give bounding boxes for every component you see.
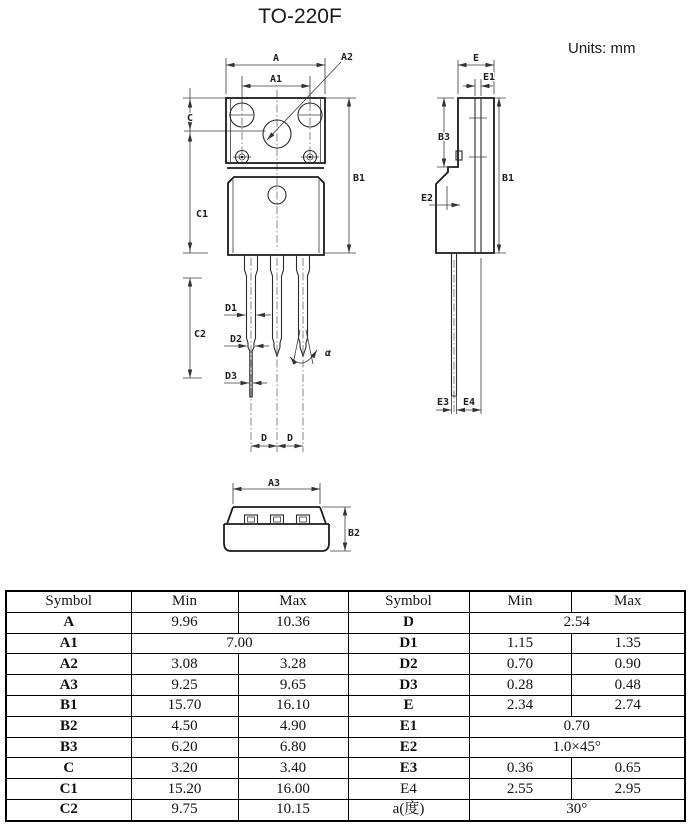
dim-label-d1: D1 [224, 303, 238, 314]
max-cell: 16.00 [238, 779, 348, 800]
symbol-cell: C1 [6, 779, 131, 800]
symbol-cell: E4 [348, 779, 469, 800]
dim-label-c2: C2 [194, 329, 207, 340]
max-cell: 0.90 [571, 654, 685, 675]
min-cell: 9.96 [131, 612, 238, 633]
min-cell: 15.20 [131, 779, 238, 800]
header-cell: Max [238, 591, 348, 612]
min-cell: 3.08 [131, 654, 238, 675]
dim-label-d3: D3 [224, 371, 238, 382]
merged-value-cell: 30° [469, 799, 685, 820]
page-title: TO-220F [258, 5, 342, 28]
min-cell: 0.28 [469, 675, 571, 696]
dim-label-d-right: D [286, 433, 294, 444]
symbol-cell: B3 [6, 737, 131, 758]
symbol-cell: B2 [6, 716, 131, 737]
symbol-cell: E1 [348, 716, 469, 737]
header-cell: Symbol [348, 591, 469, 612]
max-cell: 2.74 [571, 695, 685, 716]
symbol-cell: D [348, 612, 469, 633]
min-cell: 6.20 [131, 737, 238, 758]
side-body [436, 98, 494, 253]
max-cell: 0.65 [571, 758, 685, 779]
max-cell: 10.36 [238, 612, 348, 633]
table-row [6, 799, 685, 820]
header-cell: Symbol [6, 591, 131, 612]
table-row [6, 612, 685, 633]
table-row [6, 695, 685, 716]
max-cell: 2.95 [571, 779, 685, 800]
max-cell: 3.40 [238, 758, 348, 779]
dim-label-d-left: D [260, 433, 268, 444]
max-cell: 10.15 [238, 799, 348, 820]
min-cell: 2.34 [469, 695, 571, 716]
table-row [6, 737, 685, 758]
symbol-cell: A1 [6, 633, 131, 654]
dim-label-alpha: α [324, 348, 332, 359]
bottom-body [224, 524, 329, 551]
min-cell: 0.36 [469, 758, 571, 779]
dim-label-e4: E4 [462, 397, 476, 408]
dim-label-e2: E2 [420, 193, 434, 204]
symbol-cell: E2 [348, 737, 469, 758]
table-row [6, 654, 685, 675]
table-header-row [6, 591, 685, 612]
merged-value-cell: 1.0×45° [469, 737, 685, 758]
symbol-cell: D3 [348, 675, 469, 696]
min-cell: 9.75 [131, 799, 238, 820]
symbol-cell: E3 [348, 758, 469, 779]
max-cell: 1.35 [571, 633, 685, 654]
min-cell: 0.70 [469, 654, 571, 675]
dim-label-e: E [472, 53, 480, 64]
dim-label-c1: C1 [196, 209, 209, 220]
bottom-view [224, 483, 351, 551]
symbol-cell: A [6, 612, 131, 633]
side-notch [456, 151, 462, 160]
symbol-cell: E [348, 695, 469, 716]
symbol-cell: B1 [6, 695, 131, 716]
min-cell: 1.15 [469, 633, 571, 654]
min-cell: 4.50 [131, 716, 238, 737]
dimension-table [5, 590, 686, 822]
dim-label-e3: E3 [436, 397, 450, 408]
symbol-cell: D1 [348, 633, 469, 654]
min-cell: 2.55 [469, 779, 571, 800]
max-cell: 3.28 [238, 654, 348, 675]
front-view [183, 58, 356, 452]
front-body [228, 177, 324, 255]
max-cell: 0.48 [571, 675, 685, 696]
header-cell: Max [571, 591, 685, 612]
units-label: Units: mm [568, 40, 636, 57]
merged-value-cell: 7.00 [131, 633, 348, 654]
symbol-cell: C2 [6, 799, 131, 820]
side-view [429, 60, 506, 414]
dim-label-b1-side: B1 [502, 173, 515, 184]
table-row [6, 633, 685, 654]
symbol-cell: a(度) [348, 799, 469, 820]
min-cell: 9.25 [131, 675, 238, 696]
symbol-cell: C [6, 758, 131, 779]
max-cell: 4.90 [238, 716, 348, 737]
merged-value-cell: 0.70 [469, 716, 685, 737]
symbol-cell: A3 [6, 675, 131, 696]
min-cell: 3.20 [131, 758, 238, 779]
header-cell: Min [469, 591, 571, 612]
header-cell: Min [131, 591, 238, 612]
table-row [6, 675, 685, 696]
dim-label-b2: B2 [348, 528, 361, 539]
max-cell: 9.65 [238, 675, 348, 696]
min-cell: 15.70 [131, 695, 238, 716]
dim-label-a: A [272, 53, 280, 64]
table-row [6, 716, 685, 737]
dim-label-b3: B3 [437, 132, 451, 143]
dim-label-e1: E1 [482, 72, 496, 83]
max-cell: 16.10 [238, 695, 348, 716]
symbol-cell: D2 [348, 654, 469, 675]
table-row [6, 779, 685, 800]
symbol-cell: A2 [6, 654, 131, 675]
table-row [6, 758, 685, 779]
dim-label-a1: A1 [269, 74, 283, 85]
dim-label-b1-front: B1 [353, 173, 366, 184]
max-cell: 6.80 [238, 737, 348, 758]
dim-label-a2: A2 [340, 52, 354, 63]
dim-label-c: C [186, 113, 194, 124]
dim-label-a3: A3 [267, 478, 281, 489]
dim-label-d2: D2 [229, 334, 243, 345]
bottom-lead-sections [245, 515, 310, 524]
merged-value-cell: 2.54 [469, 612, 685, 633]
